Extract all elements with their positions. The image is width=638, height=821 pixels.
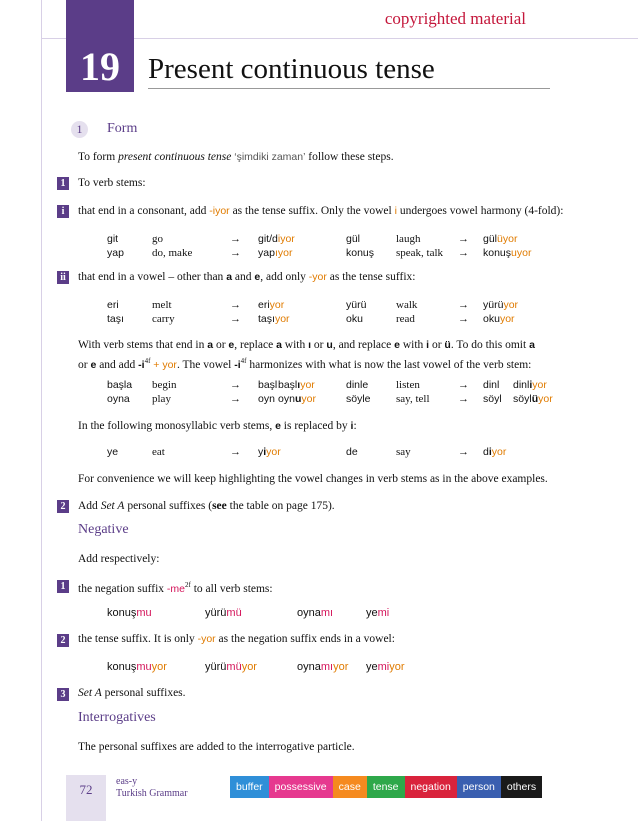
page-frame-vertical [41, 0, 42, 821]
step-text: Add Set A personal suffixes (see the table on page 175). [78, 500, 335, 512]
chapter-number: 19 [80, 44, 120, 89]
title-underline [148, 88, 550, 89]
chapter-title: Present continuous tense [148, 53, 435, 85]
step-text: that end in a consonant, add -iyor as the tense suffix. Only the vowel i undergoes vowel harmony (4-fold): [78, 205, 564, 217]
page-number: 72 [66, 775, 106, 821]
example-row: oyna play → oyn oynuyor söyle say, tell → söyl söylüyor [107, 393, 553, 405]
example-row: git go → git/diyor gül laugh → gülüyor [107, 233, 518, 245]
legend-tag-negation: negation [405, 776, 457, 798]
example-row: taşı carry → taşıyor oku read → okuyor [107, 313, 515, 325]
example-row: eri melt → eriyor yürü walk → yürüyor [107, 299, 519, 311]
step-number: 1 [57, 177, 69, 190]
example-row: ye eat → yiyor de say → diyor [107, 446, 507, 458]
brand-line2: Turkish Grammar [116, 788, 188, 799]
legend-tag-buffer: buffer [230, 776, 269, 798]
negation-examples: konuşmu yürümü oynamı yemi [107, 607, 390, 619]
step-text: the tense suffix. It is only -yor as the negation suffix ends in a vowel: [78, 633, 395, 645]
section-title: Form [107, 121, 138, 136]
rule-paragraph-line2: or e and add $-i^{4f}$ + yor. The vowel $-i^{4f}$ harmonizes with what is now the last vowel of the verb stem: [78, 357, 532, 371]
step-number: i [57, 205, 69, 218]
interrogatives-text: The personal suffixes are added to the interrogative particle. [78, 741, 355, 753]
legend-tag-possessive: possessive [269, 776, 333, 798]
step-number: 3 [57, 688, 69, 701]
chapter-number-box [66, 0, 134, 92]
step-number: ii [57, 271, 69, 284]
color-legend [230, 776, 542, 798]
rule-paragraph-line1: With verb stems that end in a or e, replace a with ı or u, and replace e with i or ü. To do this omit a [78, 339, 535, 351]
example-row: başla begin → başl başlıyor dinle listen → dinl dinliyor [107, 379, 547, 391]
interrogatives-heading: Interrogatives [78, 710, 156, 725]
example-row: yap do, make → yapıyor konuş speak, talk → konuşuyor [107, 247, 532, 259]
negative-intro: Add respectively: [78, 553, 160, 565]
step-text: To verb stems: [78, 177, 146, 189]
intro-paragraph: To form present continuous tense ‘şimdiki zaman’ follow these steps. [78, 151, 394, 163]
step-text: that end in a vowel – other than a and e, add only -yor as the tense suffix: [78, 271, 416, 283]
monosyllabic-paragraph: In the following monosyllabic verb stems, e is replaced by i: [78, 420, 357, 432]
negation-tense-examples: konuşmuyor yürümüyor oynamıyor yemiyor [107, 661, 405, 673]
legend-tag-case: case [333, 776, 367, 798]
step-number: 2 [57, 500, 69, 513]
step-text: the negation suffix $-me^{2f}$ to all verb stems: [78, 581, 273, 595]
book-brand [116, 776, 188, 800]
step-number: 2 [57, 634, 69, 647]
legend-tag-others: others [501, 776, 542, 798]
negative-heading: Negative [78, 522, 129, 537]
legend-tag-person: person [457, 776, 501, 798]
convenience-note: For convenience we will keep highlighting the vowel changes in verb stems as in the above examples. [78, 473, 548, 485]
step-number: 1 [57, 580, 69, 593]
step-text: Set A personal suffixes. [78, 687, 186, 699]
section-badge: 1 [71, 121, 88, 138]
brand-line1: eas-y [116, 776, 138, 787]
copyright-notice: copyrighted material [384, 9, 526, 28]
legend-tag-tense: tense [367, 776, 405, 798]
